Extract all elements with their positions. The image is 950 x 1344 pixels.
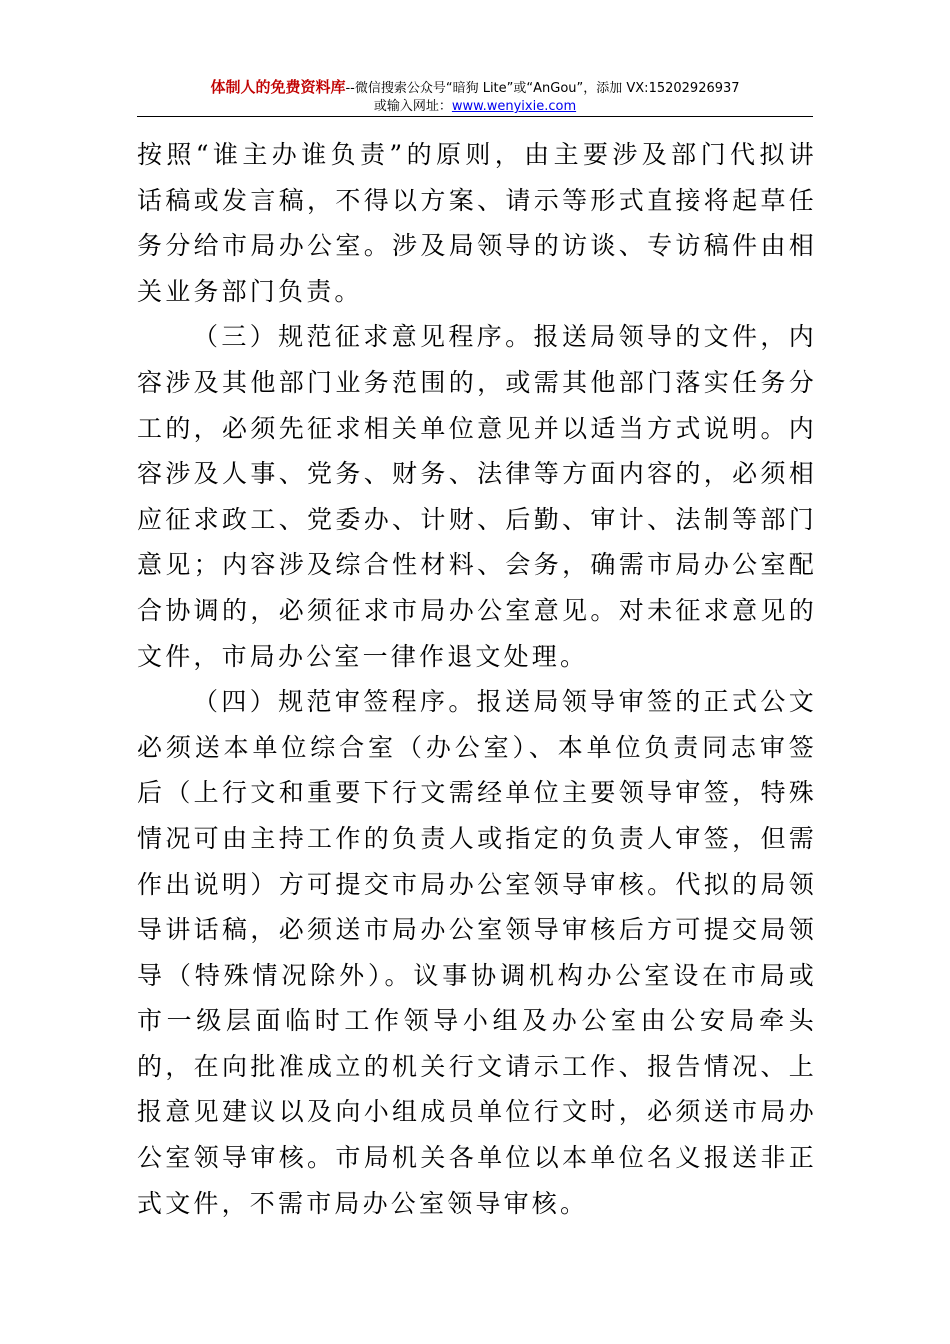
paragraph-section-3: （三）规范征求意见程序。报送局领导的文件，内容涉及其他部门业务范围的，或需其他部门落实任务分工的，必须先征求相关单位意见并以适当方式说明。内容涉及人事、党务、财务、法律等方面内容的，必须相应征求政工、党委办、计财、后勤、审计、法制等部门意见；内容涉及综合性材料、会务，确需市局办公室配合协调的，必须征求市局办公室意见。对未征求意见的文件，市局办公室一律作退文处理。 (137, 322, 817, 671)
header-line-2 (0, 98, 950, 116)
document-body (137, 132, 817, 1226)
header-tagline: --微信搜索公众号“暗狗 Lite”或“AnGou”，添加 VX:15202926937 (345, 81, 740, 96)
paragraph-section-4: （四）规范审签程序。报送局领导审签的正式公文必须送本单位综合室（办公室）、本单位负责同志审签后（上行文和重要下行文需经单位主要领导审签，特殊情况可由主持工作的负责人或指定的负责人审签，但需作出说明）方可提交市局办公室领导审核。代拟的局领导讲话稿，必须送市局办公室领导审核后方可提交局领导（特殊情况除外）。议事协调机构办公室设在市局或市一级层面临时工作领导小组及办公室由公安局牵头的，在向批准成立的机关行文请示工作、报告情况、上报意见建议以及向小组成员单位行文时，必须送市局办公室领导审核。市局机关各单位以本单位名义报送非正式文件，不需市局办公室领导审核。 (137, 687, 817, 1218)
paragraph-continuation: 按照“谁主办谁负责”的原则，由主要涉及部门代拟讲话稿或发言稿，不得以方案、请示等形式直接将起草任务分给市局办公室。涉及局领导的访谈、专访稿件由相关业务部门负责。 (137, 140, 817, 306)
url-prefix: 或输入网址： (373, 99, 452, 114)
header-line-1 (0, 78, 950, 98)
page-header (0, 78, 950, 116)
header-divider (137, 116, 813, 117)
website-link[interactable]: www.wenyixie.com (451, 99, 577, 114)
brand-name: 体制人的免费资料库 (210, 78, 346, 96)
